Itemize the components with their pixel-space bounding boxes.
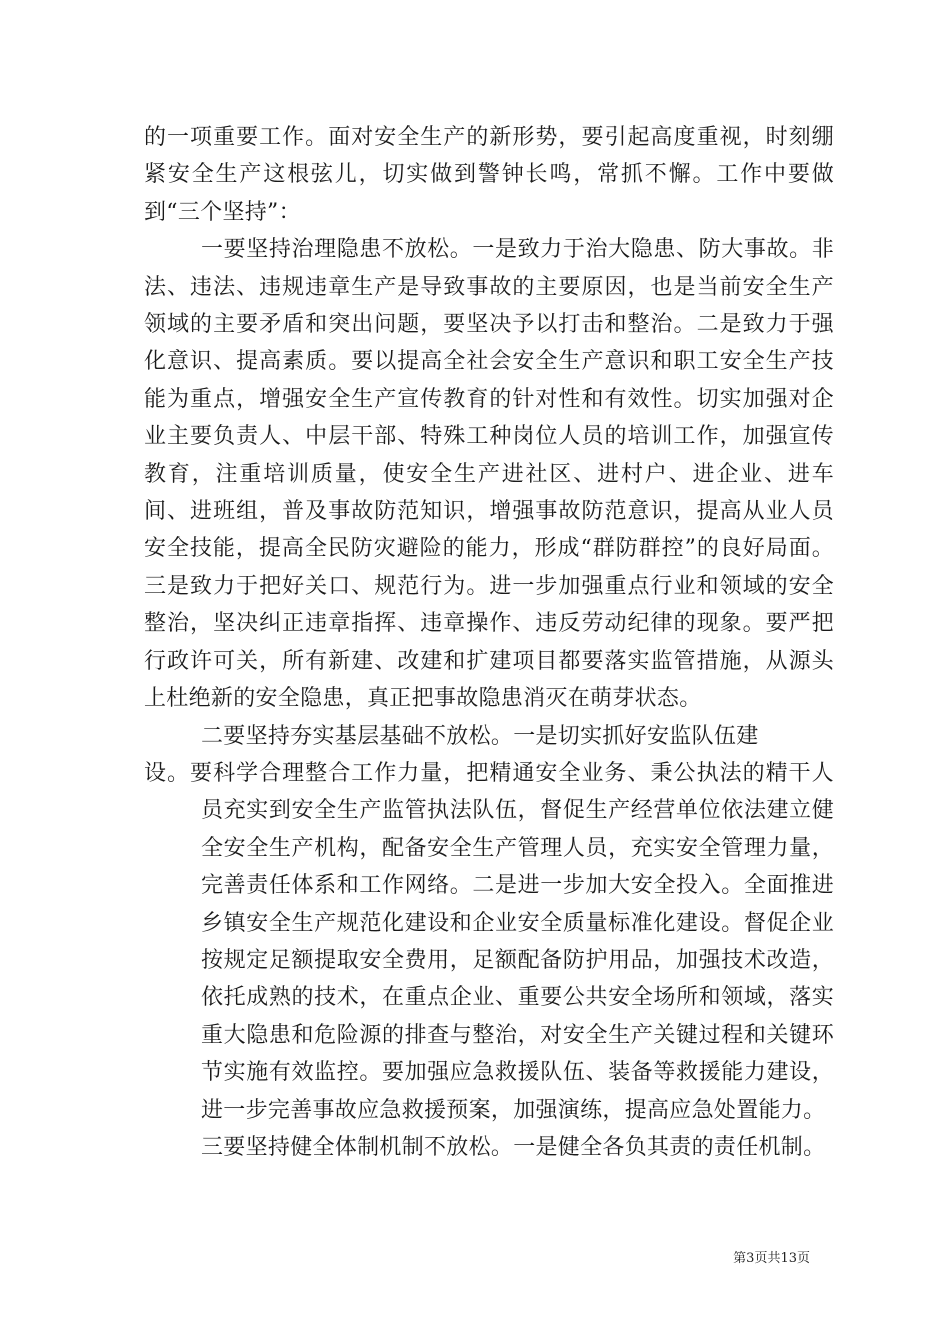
- paragraph-grassroots-body: 设。要科学合理整合工作力量，把精通安全业务、秉公执法的精干人员充实到安全生产监管执法队伍，督促生产经营单位依法建立健全安全生产机构，配备安全生产管理人员，充实安全管理力量，完善责任体系和工作网络。二是进一步加大安全投入。全面推进乡镇安全生产规范化建设和企业安全质量标准化建设。督促企业按规定足额提取安全费用，足额配备防护用品，加强技术改造，依托成熟的技术，在重点企业、重要公共安全场所和领域，落实重大隐患和危险源的排查与整治，对安全生产关键过程和关键环节实施有效监控。要加强应急救援队伍、装备等救援能力建设，进一步完善事故应急救援预案，加强演练，提高应急处置能力。: [144, 760, 834, 1123]
- paragraph-mechanism: 三要坚持健全体制机制不放松。一是健全各负其责的责任机制。: [201, 1134, 826, 1160]
- paragraph-governance-hazards: 一要坚持治理隐患不放松。一是致力于治大隐患、防大事故。非法、违法、违规违章生产是导致事故的主要原因，也是当前安全生产领域的主要矛盾和突出问题，要坚决予以打击和整治。二是致力于强化意识、提高素质。要以提高全社会安全生产意识和职工安全生产技能为重点，增强安全生产宣传教育的针对性和有效性。切实加强对企业主要负责人、中层干部、特殊工种岗位人员的培训工作，加强宣传教育，注重培训质量，使安全生产进社区、进村户、进企业、进车间、进班组，普及事故防范知识，增强事故防范意识，提高从业人员安全技能，提高全民防灾避险的能力，形成“群防群控”的良好局面。三是致力于把好关口、规范行为。进一步加强重点行业和领域的安全整治，坚决纠正违章指挥、违章操作、违反劳动纪律的现象。要严把行政许可关，所有新建、改建和扩建项目都要落实监管措施，从源头上杜绝新的安全隐患，真正把事故隐患消灭在萌芽状态。: [144, 237, 834, 712]
- body-text: [144, 119, 834, 1166]
- paragraph-grassroots-heading: 二要坚持夯实基层基础不放松。一是切实抓好安监队伍建: [201, 723, 759, 749]
- page-number-footer: 第3页共13页: [733, 1251, 810, 1266]
- paragraph-intro: 的一项重要工作。面对安全生产的新形势，要引起高度重视，时刻绷紧安全生产这根弦儿，切实做到警钟长鸣，常抓不懈。工作中要做到“三个坚持”：: [144, 125, 834, 225]
